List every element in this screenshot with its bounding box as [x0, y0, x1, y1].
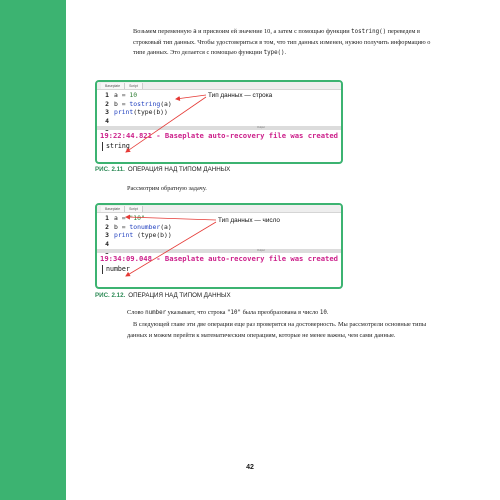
- code-token: b: [114, 222, 118, 231]
- output-log-line: 19:34:09.048 - Baseplate auto-recovery file was created: [100, 254, 338, 263]
- line-number: 4: [105, 239, 109, 248]
- code-token: 10: [129, 91, 138, 99]
- arrow-to-string-literal: [126, 217, 216, 220]
- closing-paragraph: В следующей главе эти две операции еще раз проверятся на достоверность. Мы рассмотрели основные типы данных и можем перейти к математическим операциям, которые не менее важны, чем сами данные.: [127, 321, 427, 339]
- intro-code-tostring: tostring(): [351, 29, 387, 35]
- code-token: =: [117, 99, 130, 108]
- tab-script[interactable]: Script: [125, 206, 143, 212]
- code-token: (a): [160, 222, 172, 231]
- figure-2-11-arrows: [126, 95, 206, 152]
- figure-2-11-annotation: Тип данных — строка: [208, 92, 273, 99]
- line-number: 1: [105, 91, 109, 99]
- tab-baseplate[interactable]: Baseplate: [101, 83, 125, 89]
- closing-text-1: Слово: [127, 309, 146, 316]
- code-token: "10": [129, 214, 145, 222]
- closing-text-4: .: [326, 309, 329, 316]
- code-token: (a): [160, 99, 172, 108]
- intro-code-type: type(): [263, 50, 285, 57]
- output-panel-label: Output: [257, 126, 265, 129]
- code-token: =: [117, 222, 130, 231]
- output-log-line: 19:22:44.821 - Baseplate auto-recovery file was created: [100, 131, 338, 140]
- code-token: a: [114, 91, 118, 99]
- caption-number: РИС. 2.11.: [95, 166, 125, 173]
- caption-text: ОПЕРАЦИЯ НАД ТИПОМ ДАННЫХ: [128, 292, 231, 299]
- code-token: (type(b)): [133, 108, 168, 117]
- closing-code-ten: 10: [319, 310, 327, 316]
- output-result: string: [102, 142, 341, 151]
- tab-script[interactable]: Script: [125, 83, 143, 89]
- line-number: 2: [105, 99, 109, 108]
- intro-text-2: и присвоим ей значение 10, а затем с помощью функции: [196, 28, 352, 35]
- closing-code-string: "10": [227, 310, 241, 316]
- code-token: (type(b)): [133, 231, 172, 240]
- closing-code-number: number: [145, 310, 167, 316]
- line-number: 1: [105, 214, 109, 222]
- code-token: =: [117, 91, 130, 99]
- code-token: b: [114, 99, 118, 108]
- closing-text-2: указывает, что строка: [166, 309, 228, 316]
- intro-text-3: переведем в строковый тип данных. Чтобы удостовериться в том, что тип данных изменен, нужно получить информацию о типе данных. Это делается с помощью функции: [133, 28, 431, 57]
- figure-2-12-arrows: [126, 217, 216, 276]
- mid-paragraph: Рассмотрим обратную задачу.: [127, 185, 207, 192]
- code-token: print: [114, 231, 134, 240]
- code-token: =: [117, 214, 130, 222]
- line-number: 2: [105, 222, 109, 231]
- output-panel-label: Output: [257, 249, 265, 252]
- closing-text-3: была преобразована в число: [241, 309, 320, 316]
- intro-text-4: .: [284, 49, 287, 57]
- line-number: 3: [105, 108, 109, 117]
- caption-text: ОПЕРАЦИЯ НАД ТИПОМ ДАННЫХ: [127, 166, 231, 173]
- caption-number: РИС. 2.12.: [95, 292, 126, 299]
- code-token: tostring: [129, 99, 161, 108]
- intro-text-1: Возьмем переменную: [133, 28, 194, 35]
- arrow-to-tostring: [176, 95, 206, 99]
- line-number: 4: [105, 116, 109, 125]
- tab-baseplate[interactable]: Baseplate: [101, 206, 125, 212]
- code-token: print: [114, 108, 134, 117]
- arrow-to-number-result: [126, 222, 216, 276]
- code-token: tonumber: [129, 222, 161, 231]
- output-result: number: [102, 265, 341, 274]
- arrow-to-string-result: [126, 97, 206, 152]
- page-number: 42: [246, 464, 254, 471]
- line-number: 3: [105, 231, 109, 240]
- figure-2-12-annotation: Тип данных — число: [218, 217, 280, 224]
- intro-code-a: a: [193, 29, 197, 35]
- code-token: a: [114, 214, 118, 222]
